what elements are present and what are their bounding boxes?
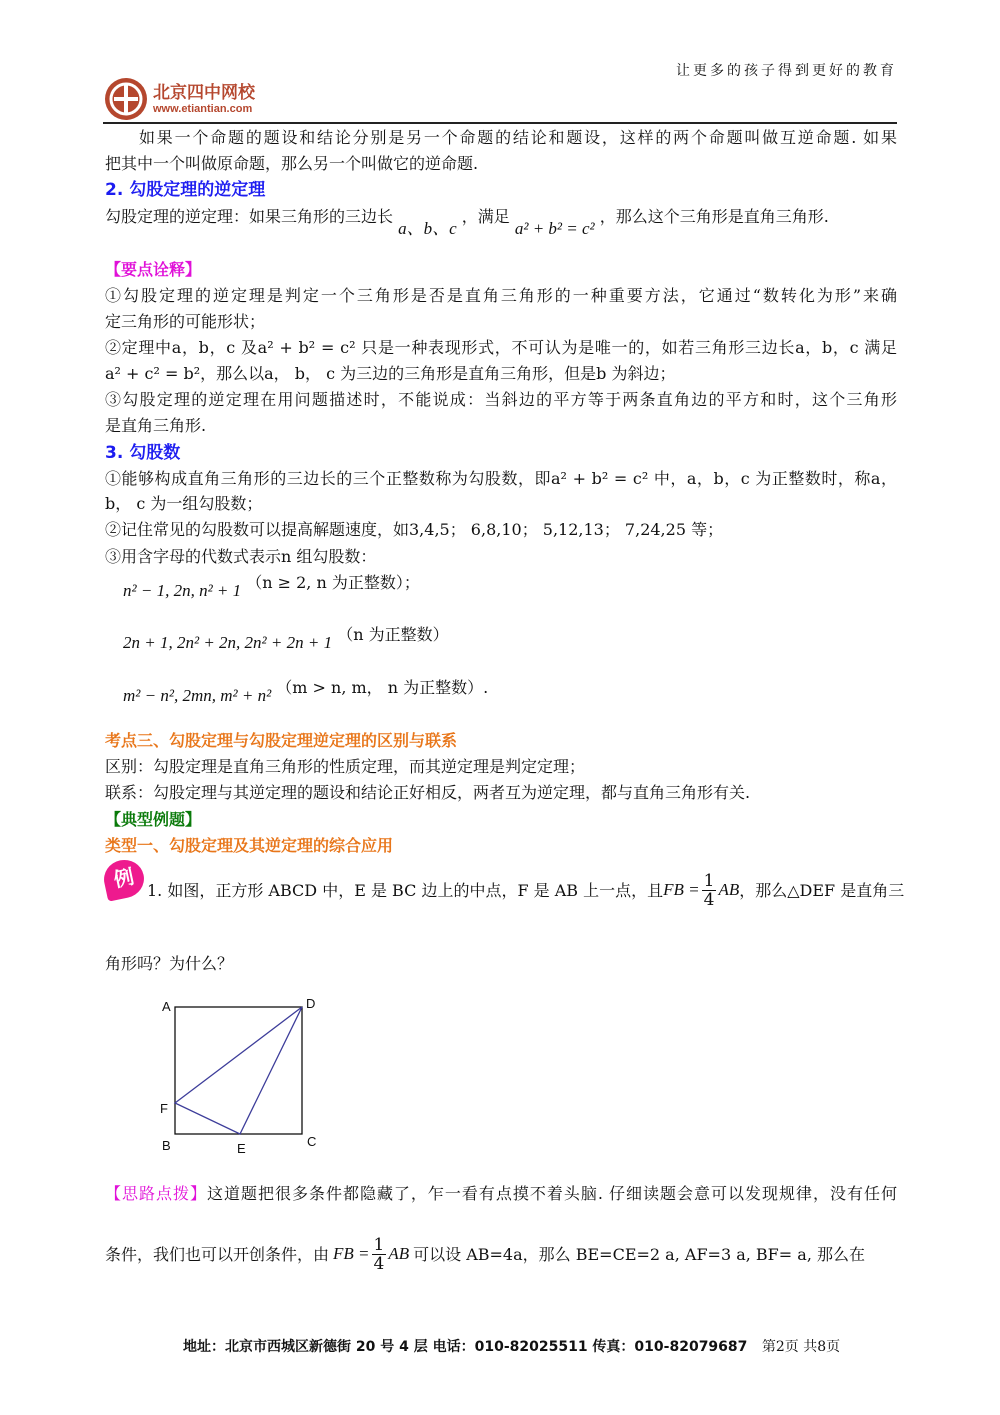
- question-ab: AB: [718, 880, 740, 899]
- denominator: 4: [703, 890, 715, 910]
- example-badge-text: 例: [111, 864, 137, 892]
- question-fb: FB =: [663, 880, 700, 899]
- hint-line-1: [105, 1183, 897, 1205]
- converse-equation: a² + b² = c²: [514, 219, 595, 238]
- label-f: F: [160, 1101, 168, 1116]
- pythagorean-line: ③用含字母的代数式表示n 组勾股数：: [105, 547, 377, 566]
- triangle-def: [175, 1007, 302, 1134]
- notes-title: 【要点诠释】: [105, 260, 202, 279]
- kp3-connection: 联系：勾股定理与其逆定理的题设和结论正好相反，两者互为逆定理，都与直角三角形有关.: [105, 783, 751, 802]
- converse-text-b: ，满足: [461, 207, 510, 226]
- square-abcd: [175, 1007, 302, 1134]
- footer-page-number: 第2页 共8页: [761, 1339, 841, 1355]
- intro-line-1: 如果一个命题的题设和结论分别是另一个命题的结论和题设，这样的两个命题叫做互逆命题. 如果: [139, 128, 897, 147]
- converse-text-c: ，那么这个三角形是直角三角形.: [599, 207, 829, 226]
- section-3-title: 3. 勾股数: [105, 443, 181, 463]
- hint-fb: FB =: [333, 1244, 370, 1263]
- intro-line-2: 把其中一个叫做原命题，那么另一个叫做它的逆命题.: [105, 154, 479, 173]
- hint-line-2: [105, 1236, 865, 1273]
- formula-condition: （n 为正整数）: [337, 625, 449, 644]
- logo: [103, 76, 255, 122]
- example-badge: [100, 856, 147, 901]
- formula-expr: 2n + 1, 2n² + 2n, 2n² + 2n + 1: [123, 633, 333, 652]
- examples-title: 【典型例题】: [105, 810, 202, 829]
- formula-1: [123, 573, 420, 602]
- kp3-difference: 区别：勾股定理是直角三角形的性质定理，而其逆定理是判定定理；: [105, 757, 586, 776]
- fraction: [372, 1236, 387, 1273]
- fraction: [702, 872, 717, 909]
- pythagorean-line: ①能够构成直角三角形的三边长的三个正整数称为勾股数，即a² + b² = c² 中，a，b，c 为正整数时，称a，: [105, 469, 897, 488]
- question-text-b: ，那么△DEF 是直角三: [739, 880, 905, 900]
- label-a: A: [162, 999, 171, 1014]
- kp3-title: 考点三、勾股定理与勾股定理逆定理的区别与联系: [105, 731, 458, 750]
- label-b: B: [162, 1138, 171, 1153]
- question-1: [147, 871, 905, 910]
- section-2-title: 2. 勾股定理的逆定理: [105, 180, 266, 200]
- converse-text-a: 勾股定理的逆定理：如果三角形的三边长: [105, 207, 394, 226]
- numerator: 1: [373, 1235, 385, 1255]
- formula-expr: m² − n², 2mn, m² + n²: [123, 686, 272, 705]
- converse-sides: a、b、c: [398, 219, 457, 238]
- hint-text-b: 可以设 AB=4a，那么 BE=CE=2 a, AF=3 a, BF= a, 那么在: [413, 1244, 865, 1264]
- formula-3: [123, 678, 489, 707]
- formula-condition: （m > n, m， n 为正整数）.: [276, 678, 489, 697]
- hint-text: 这道题把很多条件都隐藏了，乍一看有点摸不着头脑. 仔细读题会意可以发现规律，没有任何: [206, 1184, 897, 1203]
- question-text-a: 1. 如图，正方形 ABCD 中，E 是 BC 边上的中点，F 是 AB 上一点，且: [147, 880, 664, 900]
- label-c: C: [307, 1134, 317, 1149]
- square-figure: [150, 990, 330, 1160]
- logo-seal-icon: [103, 76, 149, 122]
- notes-line: 定三角形的可能形状；: [105, 312, 266, 331]
- formula-condition: （n ≥ 2, n 为正整数）；: [246, 573, 420, 592]
- logo-name: 北京四中网校: [153, 83, 255, 103]
- notes-line: 是直角三角形.: [105, 416, 207, 435]
- notes-line: ②定理中a，b，c 及a² + b² = c² 只是一种表现形式，不可认为是唯一的，如若三角形三边长a，b，c 满足: [105, 338, 897, 357]
- hint-tag: 【思路点拨】: [105, 1184, 207, 1203]
- denominator: 4: [373, 1254, 385, 1274]
- notes-line: ③勾股定理的逆定理在用问题描述时，不能说成：当斜边的平方等于两条直角边的平方和时，这个三角形: [105, 390, 897, 409]
- type1-title: 类型一、勾股定理及其逆定理的综合应用: [105, 836, 394, 855]
- pythagorean-line: ②记住常见的勾股数可以提高解题速度，如3,4,5； 6,8,10； 5,12,13； 7,24,25 等；: [105, 520, 724, 539]
- footer-address: 地址：北京市西城区新德街 20 号 4 层 电话：010-82025511 传真：010-82079687: [183, 1339, 748, 1355]
- formula-2: [123, 625, 449, 654]
- notes-line: ①勾股定理的逆定理是判定一个三角形是否是直角三角形的一种重要方法，它通过“数转化为形”来确: [105, 286, 897, 305]
- converse-theorem: [105, 206, 829, 238]
- header-rule: [103, 122, 897, 124]
- label-e: E: [237, 1141, 246, 1156]
- pythagorean-line: b， c 为一组勾股数；: [105, 494, 263, 513]
- formula-expr: n² − 1, 2n, n² + 1: [123, 581, 242, 600]
- notes-line: a² + c² = b²，那么以a， b， c 为三边的三角形是直角三角形，但是b 为斜边；: [105, 364, 676, 383]
- hint-ab: AB: [388, 1244, 410, 1263]
- hint-text-a: 条件，我们也可以开创条件，由: [105, 1244, 330, 1264]
- label-d: D: [306, 996, 316, 1011]
- question-text-c: 角形吗？为什么？: [105, 954, 234, 973]
- logo-url: www.etiantian.com: [153, 103, 253, 115]
- numerator: 1: [703, 871, 715, 891]
- header-slogan: 让更多的孩子得到更好的教育: [676, 63, 897, 79]
- footer: [183, 1336, 840, 1358]
